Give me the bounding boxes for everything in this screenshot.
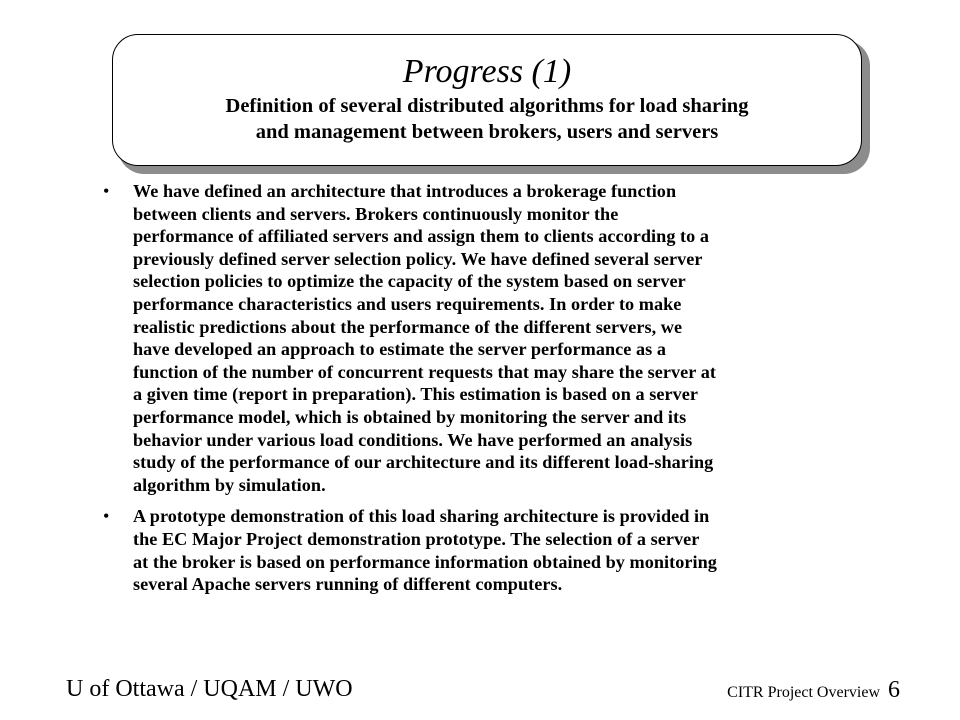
bullet-marker: • [103, 181, 110, 201]
bullet-text-line: the EC Major Project demonstration prototype. The selection of a server [133, 528, 700, 549]
footer-institutions: U of Ottawa / UQAM / UWO [66, 676, 353, 702]
slide-title: Progress (1) [402, 53, 572, 90]
bullet-text-line: study of the performance of our architecture and its different load-sharing [133, 452, 714, 473]
bullet-text-line: a given time (report in preparation). This estimation is based on a server [133, 384, 698, 405]
bullet-text-line: A prototype demonstration of this load sharing architecture is provided in [133, 506, 710, 527]
bullet-text-line: performance model, which is obtained by monitoring the server and its [133, 406, 687, 427]
bullet-text-line: realistic predictions about the performance of the different servers, we [133, 316, 683, 337]
bullet-text-line: function of the number of concurrent requests that may share the server at [133, 361, 716, 382]
bullet-text-line: previously defined server selection policy. We have defined several server [133, 248, 703, 269]
footer-project-label: CITR Project Overview [727, 684, 880, 701]
bullet-marker: • [103, 506, 110, 527]
bullet-text-line: behavior under various load conditions. We have performed an analysis [133, 429, 693, 450]
subtitle-line: Definition of several distributed algorithms for load sharing [225, 95, 749, 117]
subtitle-line: and management between brokers, users and servers [255, 121, 719, 143]
bullet-text-line: several Apache servers running of different computers. [133, 574, 563, 595]
title-box [112, 34, 862, 166]
bullet-list [100, 180, 920, 596]
bullet-text-line: performance characteristics and users requirements. In order to make [133, 293, 682, 314]
bullet-text-line: between clients and servers. Brokers continuously monitor the [133, 203, 619, 224]
bullet-text-line: at the broker is based on performance information obtained by monitoring [133, 551, 717, 572]
bullet-text-line: algorithm by simulation. [133, 474, 326, 495]
footer-project [727, 676, 900, 707]
bullet-text-line: selection policies to optimize the capacity of the system based on server [133, 271, 686, 292]
bullet-item-prototype [100, 505, 920, 595]
bullet-item-architecture [100, 180, 920, 496]
page-number: 6 [888, 677, 900, 703]
bullet-text-line: We have defined an architecture that introduces a brokerage function [133, 181, 677, 201]
slide-subtitle [113, 93, 861, 145]
bullet-text-line: have developed an approach to estimate the server performance as a [133, 339, 667, 360]
bullet-text-line: performance of affiliated servers and assign them to clients according to a [133, 226, 710, 247]
